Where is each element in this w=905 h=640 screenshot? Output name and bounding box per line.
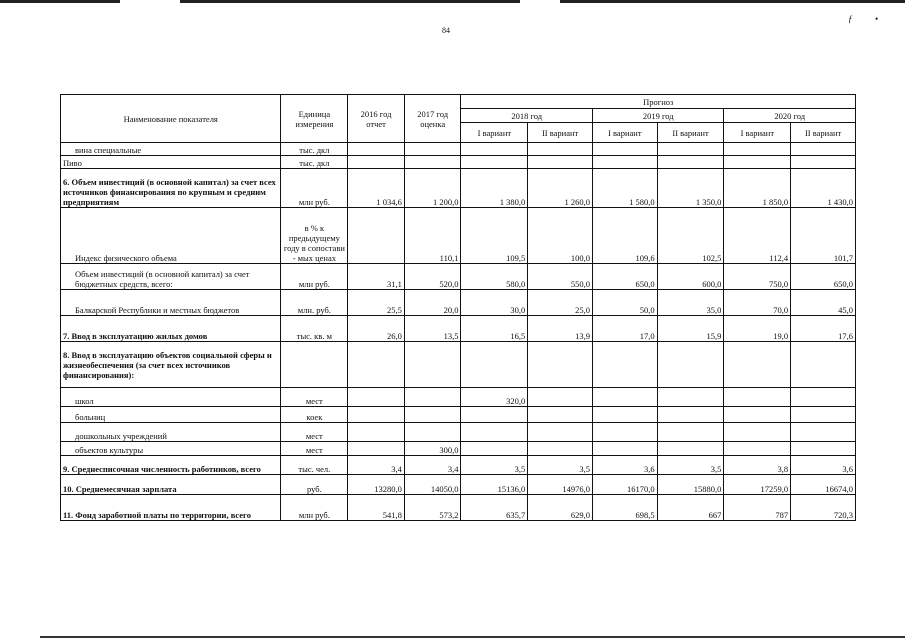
row-value: 14976,0 bbox=[528, 475, 593, 495]
row-value bbox=[461, 407, 528, 423]
row-value: 650,0 bbox=[592, 264, 657, 290]
table-row bbox=[61, 264, 856, 290]
table-row bbox=[61, 342, 856, 388]
row-unit: мест bbox=[281, 423, 348, 442]
row-unit: коек bbox=[281, 407, 348, 423]
row-value: 31,1 bbox=[348, 264, 405, 290]
row-value: 1 850,0 bbox=[724, 169, 791, 208]
table-row bbox=[61, 208, 856, 264]
row-value: 15136,0 bbox=[461, 475, 528, 495]
row-name: 9. Среднесписочная численность работников, всего bbox=[61, 456, 281, 475]
table-row bbox=[61, 475, 856, 495]
row-value bbox=[724, 156, 791, 169]
row-name: больниц bbox=[61, 407, 281, 423]
row-value: 17259,0 bbox=[724, 475, 791, 495]
row-value: 50,0 bbox=[592, 290, 657, 316]
header-variant-2: II вариант bbox=[657, 123, 724, 143]
row-name: Балкарской Республики и местных бюджетов bbox=[61, 290, 281, 316]
row-value bbox=[791, 423, 856, 442]
header-variant-2: II вариант bbox=[791, 123, 856, 143]
row-value bbox=[592, 442, 657, 456]
row-value: 100,0 bbox=[528, 208, 593, 264]
row-value bbox=[724, 342, 791, 388]
row-value: 17,0 bbox=[592, 316, 657, 342]
row-value bbox=[528, 423, 593, 442]
row-value bbox=[724, 423, 791, 442]
scan-bottom-border bbox=[40, 636, 905, 638]
row-value bbox=[461, 143, 528, 156]
row-value bbox=[461, 442, 528, 456]
header-variant-2: II вариант bbox=[528, 123, 593, 143]
row-value: 750,0 bbox=[724, 264, 791, 290]
row-value: 16674,0 bbox=[791, 475, 856, 495]
row-value bbox=[404, 388, 461, 407]
table-row bbox=[61, 290, 856, 316]
row-value bbox=[791, 442, 856, 456]
table-row bbox=[61, 143, 856, 156]
row-value bbox=[348, 143, 405, 156]
row-value: 3,5 bbox=[528, 456, 593, 475]
row-value: 580,0 bbox=[461, 264, 528, 290]
row-value: 300,0 bbox=[404, 442, 461, 456]
forecast-table bbox=[60, 94, 856, 521]
row-value: 25,5 bbox=[348, 290, 405, 316]
header-2017: 2017 год оценка bbox=[404, 95, 461, 143]
row-unit: тыс. дкл bbox=[281, 143, 348, 156]
row-value bbox=[528, 156, 593, 169]
row-value: 17,6 bbox=[791, 316, 856, 342]
row-value bbox=[348, 388, 405, 407]
row-value bbox=[657, 407, 724, 423]
row-value bbox=[791, 342, 856, 388]
row-unit: млн. руб. bbox=[281, 290, 348, 316]
row-value bbox=[404, 407, 461, 423]
row-value bbox=[592, 156, 657, 169]
row-value: 102,5 bbox=[657, 208, 724, 264]
row-value: 20,0 bbox=[404, 290, 461, 316]
row-value: 650,0 bbox=[791, 264, 856, 290]
row-name: 11. Фонд заработной платы по территории, всего bbox=[61, 495, 281, 521]
table-row bbox=[61, 388, 856, 407]
row-value bbox=[528, 388, 593, 407]
row-value bbox=[404, 342, 461, 388]
page-number: 84 bbox=[442, 26, 450, 35]
header-name: Наименование показателя bbox=[61, 95, 281, 143]
row-value bbox=[404, 423, 461, 442]
row-value: 15,9 bbox=[657, 316, 724, 342]
row-value: 16,5 bbox=[461, 316, 528, 342]
table-row bbox=[61, 407, 856, 423]
row-unit: тыс. чел. bbox=[281, 456, 348, 475]
table-row bbox=[61, 456, 856, 475]
row-value bbox=[348, 407, 405, 423]
row-value bbox=[592, 388, 657, 407]
row-unit: мест bbox=[281, 442, 348, 456]
row-value bbox=[657, 388, 724, 407]
row-value bbox=[348, 208, 405, 264]
row-value bbox=[592, 342, 657, 388]
row-unit: руб. bbox=[281, 475, 348, 495]
row-unit: млн руб. bbox=[281, 495, 348, 521]
row-value: 667 bbox=[657, 495, 724, 521]
row-value: 1 260,0 bbox=[528, 169, 593, 208]
row-value bbox=[657, 442, 724, 456]
row-value: 3,5 bbox=[461, 456, 528, 475]
row-value bbox=[724, 388, 791, 407]
table-row bbox=[61, 495, 856, 521]
header-2019: 2019 год bbox=[592, 109, 723, 123]
row-value bbox=[592, 423, 657, 442]
row-value: 573,2 bbox=[404, 495, 461, 521]
row-value bbox=[657, 342, 724, 388]
row-name: 8. Ввод в эксплуатацию объектов социальной сферы и жизнеобеспечения (за счет всех источников финансирования): bbox=[61, 342, 281, 388]
row-name: 10. Среднемесячная зарплата bbox=[61, 475, 281, 495]
row-value: 25,0 bbox=[528, 290, 593, 316]
row-value: 1 034,6 bbox=[348, 169, 405, 208]
row-value: 19,0 bbox=[724, 316, 791, 342]
row-value bbox=[461, 156, 528, 169]
row-value: 109,6 bbox=[592, 208, 657, 264]
row-value: 45,0 bbox=[791, 290, 856, 316]
row-value bbox=[724, 407, 791, 423]
header-unit: Единица измерения bbox=[281, 95, 348, 143]
header-2016: 2016 год отчет bbox=[348, 95, 405, 143]
row-value bbox=[791, 407, 856, 423]
row-value bbox=[592, 407, 657, 423]
row-value bbox=[348, 156, 405, 169]
row-name: Пиво bbox=[61, 156, 281, 169]
row-value: 101,7 bbox=[791, 208, 856, 264]
row-value bbox=[348, 442, 405, 456]
row-name: школ bbox=[61, 388, 281, 407]
row-value bbox=[657, 156, 724, 169]
row-value bbox=[528, 143, 593, 156]
row-value: 109,5 bbox=[461, 208, 528, 264]
row-value: 1 200,0 bbox=[404, 169, 461, 208]
row-unit bbox=[281, 342, 348, 388]
row-value bbox=[791, 143, 856, 156]
row-value bbox=[724, 143, 791, 156]
row-value: 320,0 bbox=[461, 388, 528, 407]
row-name: Объем инвестиций (в основной капитал) за счет бюджетных средств, всего: bbox=[61, 264, 281, 290]
row-value: 30,0 bbox=[461, 290, 528, 316]
row-value: 629,0 bbox=[528, 495, 593, 521]
row-value bbox=[404, 143, 461, 156]
row-name: объектов культуры bbox=[61, 442, 281, 456]
row-value: 112,4 bbox=[724, 208, 791, 264]
row-unit: тыс. кв. м bbox=[281, 316, 348, 342]
row-value: 13,5 bbox=[404, 316, 461, 342]
table-row bbox=[61, 316, 856, 342]
header-2018: 2018 год bbox=[461, 109, 592, 123]
row-unit: млн руб. bbox=[281, 264, 348, 290]
table-row bbox=[61, 156, 856, 169]
table-row bbox=[61, 169, 856, 208]
row-value bbox=[404, 156, 461, 169]
row-value: 1 580,0 bbox=[592, 169, 657, 208]
row-value: 15880,0 bbox=[657, 475, 724, 495]
row-value bbox=[528, 442, 593, 456]
row-value bbox=[528, 342, 593, 388]
table-row bbox=[61, 442, 856, 456]
scan-mark: ƒ bbox=[848, 14, 853, 24]
row-value: 3,4 bbox=[348, 456, 405, 475]
row-unit: в % к предыдущему году в сопостави - мых ценах bbox=[281, 208, 348, 264]
row-value bbox=[348, 423, 405, 442]
row-value: 3,5 bbox=[657, 456, 724, 475]
row-value: 110,1 bbox=[404, 208, 461, 264]
row-value bbox=[724, 442, 791, 456]
header-variant-1: I вариант bbox=[724, 123, 791, 143]
row-value: 635,7 bbox=[461, 495, 528, 521]
row-value: 550,0 bbox=[528, 264, 593, 290]
row-unit: тыс. дкл bbox=[281, 156, 348, 169]
row-name: дошкольных учреждений bbox=[61, 423, 281, 442]
row-value: 35,0 bbox=[657, 290, 724, 316]
row-value bbox=[348, 342, 405, 388]
row-value: 1 430,0 bbox=[791, 169, 856, 208]
scan-border-gap bbox=[120, 0, 180, 4]
row-value bbox=[657, 143, 724, 156]
row-value: 3,6 bbox=[791, 456, 856, 475]
row-value: 3,4 bbox=[404, 456, 461, 475]
row-value bbox=[791, 388, 856, 407]
row-value: 14050,0 bbox=[404, 475, 461, 495]
row-value: 787 bbox=[724, 495, 791, 521]
header-2020: 2020 год bbox=[724, 109, 856, 123]
scan-border-gap bbox=[520, 0, 560, 4]
row-value: 600,0 bbox=[657, 264, 724, 290]
row-value bbox=[791, 156, 856, 169]
row-name: 7. Ввод в эксплуатацию жилых домов bbox=[61, 316, 281, 342]
row-value: 520,0 bbox=[404, 264, 461, 290]
row-value bbox=[461, 423, 528, 442]
row-name: 6. Объем инвестиций (в основной капитал) за счет всех источников финансирования по крупным и средним предприятиям bbox=[61, 169, 281, 208]
row-value: 541,8 bbox=[348, 495, 405, 521]
table-row bbox=[61, 423, 856, 442]
row-value bbox=[592, 143, 657, 156]
row-value bbox=[528, 407, 593, 423]
row-value: 70,0 bbox=[724, 290, 791, 316]
row-value bbox=[657, 423, 724, 442]
row-value: 3,8 bbox=[724, 456, 791, 475]
row-unit: мест bbox=[281, 388, 348, 407]
row-value: 3,6 bbox=[592, 456, 657, 475]
scan-mark: • bbox=[875, 14, 879, 24]
row-unit: млн руб. bbox=[281, 169, 348, 208]
row-value: 26,0 bbox=[348, 316, 405, 342]
row-value: 16170,0 bbox=[592, 475, 657, 495]
row-name: Индекс физического объема bbox=[61, 208, 281, 264]
row-value: 1 380,0 bbox=[461, 169, 528, 208]
header-variant-1: I вариант bbox=[461, 123, 528, 143]
row-value: 1 350,0 bbox=[657, 169, 724, 208]
header-variant-1: I вариант bbox=[592, 123, 657, 143]
row-name: вина специальные bbox=[61, 143, 281, 156]
row-value: 698,5 bbox=[592, 495, 657, 521]
row-value: 720,3 bbox=[791, 495, 856, 521]
row-value bbox=[461, 342, 528, 388]
header-forecast: Прогноз bbox=[461, 95, 856, 109]
row-value: 13,9 bbox=[528, 316, 593, 342]
row-value: 13280,0 bbox=[348, 475, 405, 495]
